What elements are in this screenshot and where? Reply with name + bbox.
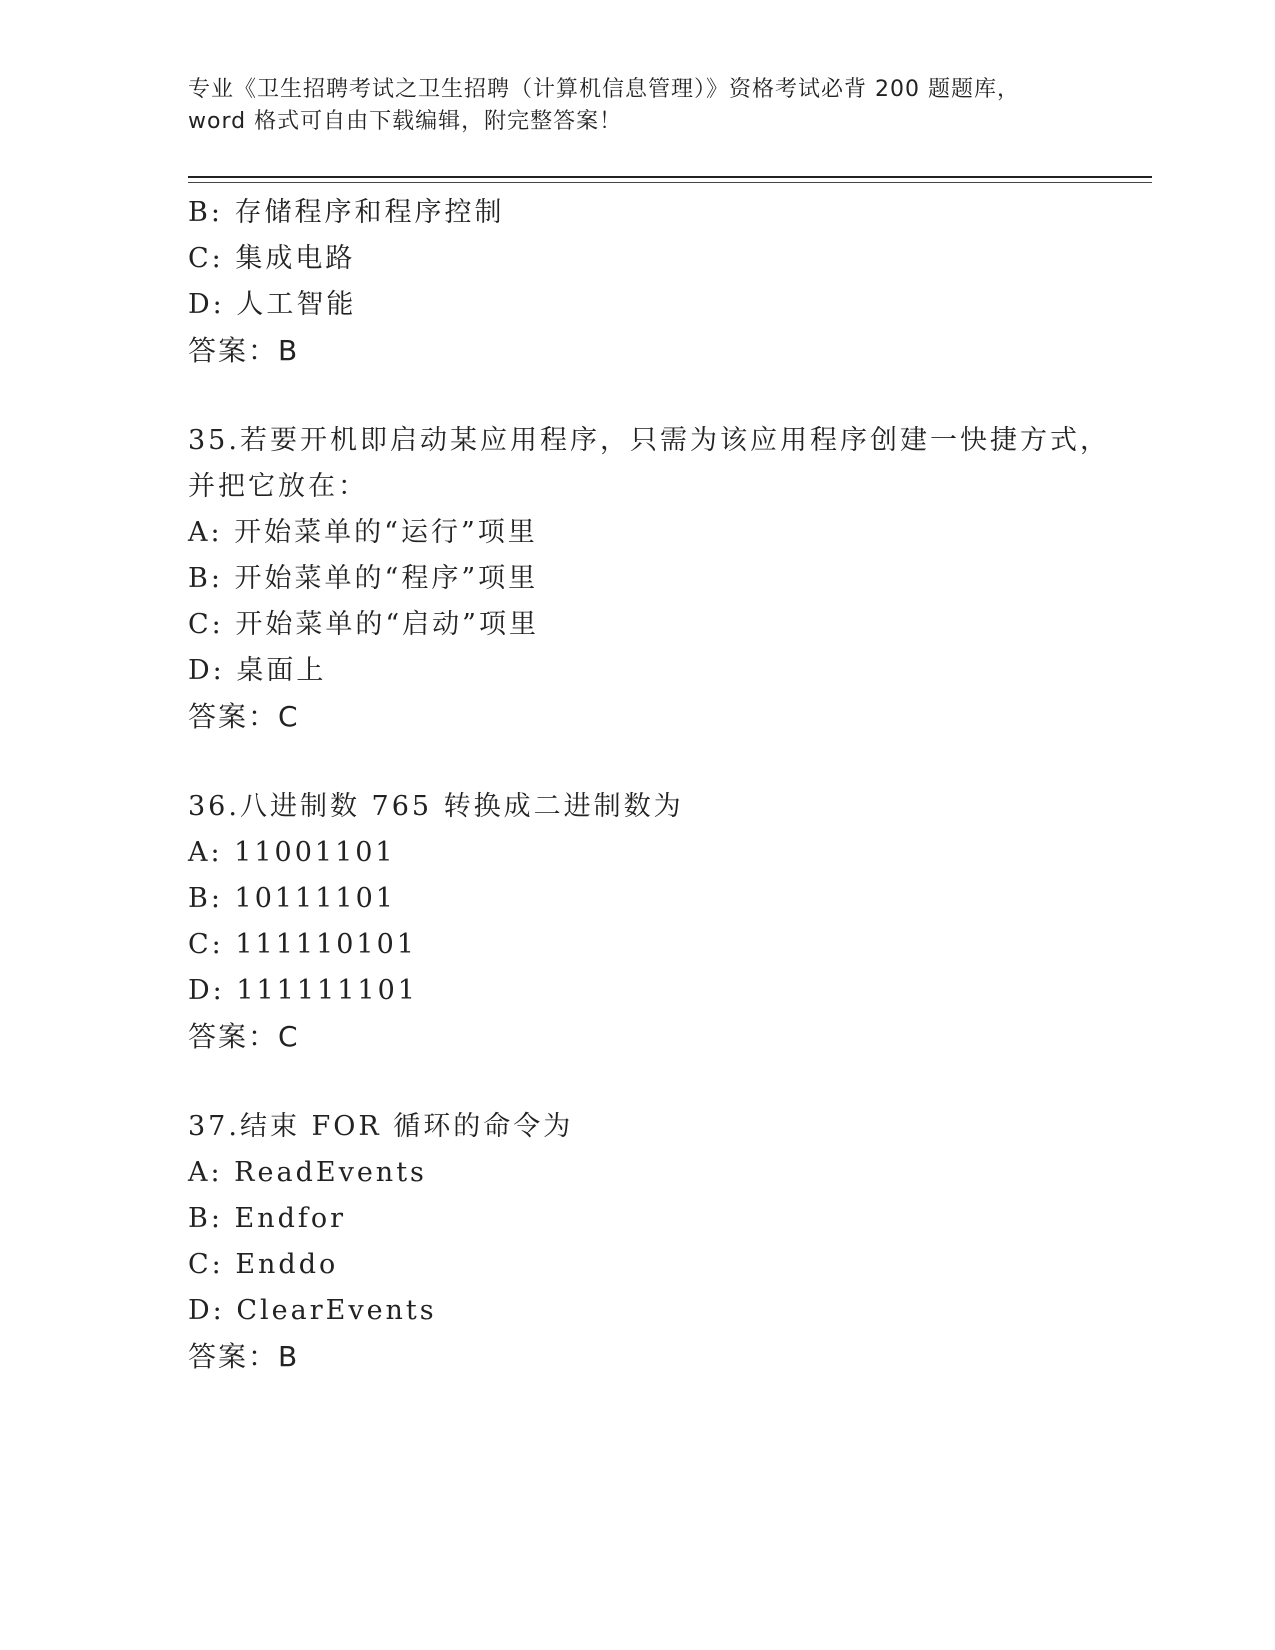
option-d: D: 人工智能 [188, 289, 357, 320]
question-stem: 36.八进制数 765 转换成二进制数为 [188, 791, 684, 822]
document-header [188, 74, 1128, 138]
answer-line: 答案：B [188, 1340, 300, 1373]
option-a: A: ReadEvents [188, 1157, 427, 1188]
option-c: C: 开始菜单的“启动”项里 [188, 609, 539, 640]
answer-line: 答案：C [188, 1020, 300, 1053]
option-b: B: 存储程序和程序控制 [188, 197, 505, 228]
header-divider-thin [188, 182, 1152, 183]
header-title-line-1: 专业《卫生招聘考试之卫生招聘（计算机信息管理）》资格考试必背 200 题题库， [188, 77, 1020, 102]
question-spacer [188, 1060, 1138, 1104]
header-title-line-2: word 格式可自由下载编辑，附完整答案！ [188, 109, 623, 134]
option-c: C: 集成电路 [188, 243, 356, 274]
question-35 [188, 418, 1138, 740]
question-stem-line-1: 35.若要开机即启动某应用程序，只需为该应用程序创建一快捷方式， [188, 425, 1110, 456]
question-stem: 37.结束 FOR 循环的命令为 [188, 1111, 574, 1142]
option-a: A: 开始菜单的“运行”项里 [188, 517, 538, 548]
option-b: B: Endfor [188, 1203, 347, 1234]
answer-line: 答案：B [188, 334, 300, 367]
question-list [188, 190, 1138, 1380]
option-d: D: 桌面上 [188, 655, 327, 686]
question-36 [188, 784, 1138, 1060]
option-c: C: Enddo [188, 1249, 339, 1280]
question-spacer [188, 374, 1138, 418]
header-divider-thick [188, 176, 1152, 178]
question-34-continued [188, 190, 1138, 374]
option-d: D: ClearEvents [188, 1295, 437, 1326]
option-c: C: 111110101 [188, 929, 417, 960]
option-d: D: 111111101 [188, 975, 418, 1006]
option-a: A: 11001101 [188, 837, 396, 868]
option-b: B: 开始菜单的“程序”项里 [188, 563, 539, 594]
question-37 [188, 1104, 1138, 1380]
question-spacer [188, 740, 1138, 784]
question-stem-line-2: 并把它放在： [188, 471, 368, 502]
answer-line: 答案：C [188, 700, 300, 733]
option-b: B: 10111101 [188, 883, 396, 914]
